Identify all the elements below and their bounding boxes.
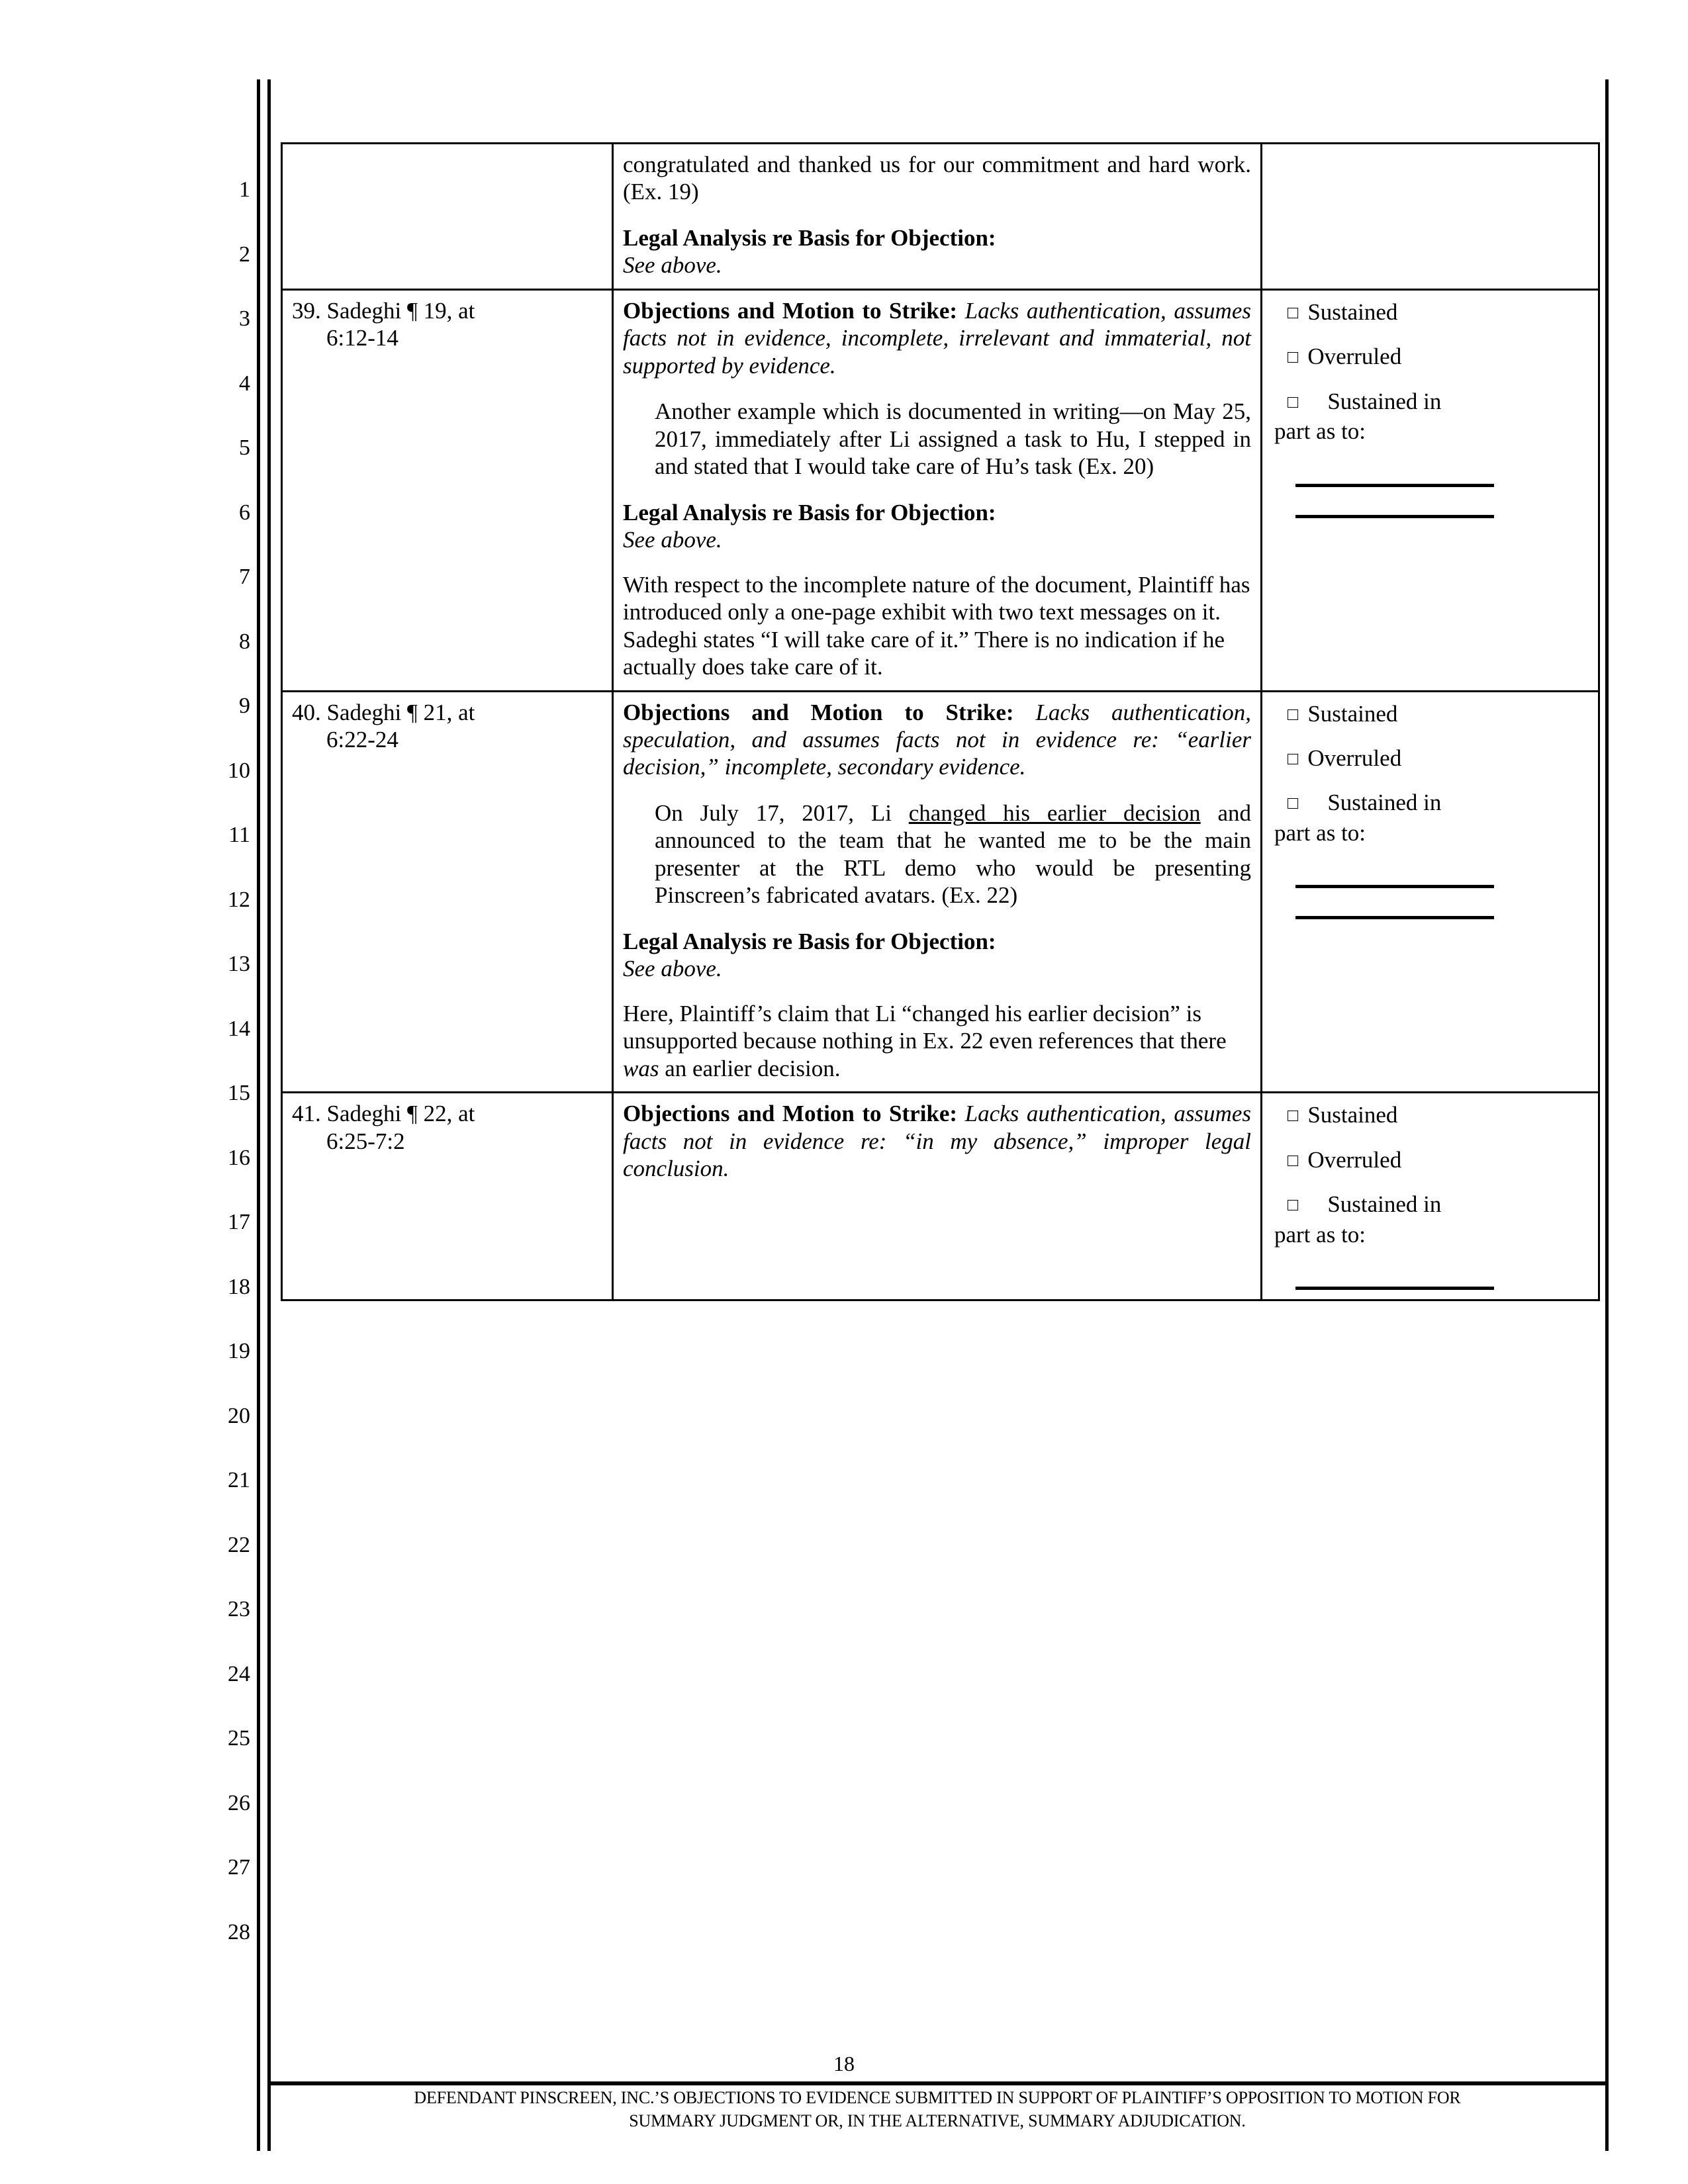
line-number: 19 [228, 1339, 250, 1363]
line-number: 15 [228, 1081, 250, 1105]
line-number: 18 [228, 1274, 250, 1299]
citation-line-2: 6:25-7:2 [326, 1128, 405, 1154]
line-number: 3 [239, 306, 250, 331]
objections-heading: Objections and Motion to Strike: [623, 1101, 958, 1127]
line-number: 2 [239, 242, 250, 267]
checkbox-icon[interactable]: □ [1288, 347, 1299, 367]
objection-body-cell [613, 289, 1262, 691]
quoted-testimony: Another example which is documented in writing—on May 25, 2017, immediately after Li assigned a task to Hu, I stepped in and stated that I would take care of Hu’s task (Ex. 20) [655, 398, 1251, 480]
ruling-write-in-line-1[interactable] [1295, 484, 1494, 487]
table-row [282, 691, 1599, 1093]
ruling-option-sustained-in-part-cont: part as to: [1274, 1221, 1366, 1248]
line-number: 8 [239, 629, 250, 654]
checkbox-icon[interactable]: □ [1288, 1150, 1299, 1170]
footer-caption [267, 2086, 1607, 2132]
objection-body-cell [613, 144, 1262, 290]
line-number: 4 [239, 371, 250, 396]
footer-line-1: DEFENDANT PINSCREEN, INC.’S OBJECTIONS TO EVIDENCE SUBMITTED IN SUPPORT OF PLAINTIFF’S OPPOSITION TO MOTION FOR [414, 2088, 1461, 2107]
analysis-paragraph: With respect to the incomplete nature of the document, Plaintiff has introduced only a one-page exhibit with two text messages on it. Sadeghi states “I will take care of it.” There is no indication if he actually does take care of it. [623, 571, 1250, 680]
ruling-option-sustained-in-part-cont: part as to: [1274, 819, 1366, 846]
ruling-write-in-line-1[interactable] [1295, 1287, 1494, 1290]
ruling-option-overruled[interactable] [1272, 1146, 1589, 1173]
table-row [282, 289, 1599, 691]
ruling-option-overruled[interactable] [1272, 745, 1589, 772]
line-number: 20 [228, 1403, 250, 1428]
legal-analysis-heading: Legal Analysis re Basis for Objection: [623, 928, 996, 954]
objection-body-cell [613, 691, 1262, 1093]
ruling-write-in-line-2[interactable] [1295, 916, 1494, 919]
analysis-segment-2: an earlier decision. [659, 1055, 841, 1081]
checkbox-icon[interactable]: □ [1288, 1195, 1299, 1215]
ruling-option-label: Sustained in [1327, 790, 1442, 816]
line-number: 24 [228, 1661, 250, 1686]
ruling-option-label: Sustained [1307, 700, 1398, 727]
line-number: 10 [228, 758, 250, 783]
citation-line-1: 40. Sadeghi ¶ 21, at [292, 699, 475, 725]
ruling-cell [1262, 289, 1599, 691]
objection-body-cell [613, 1093, 1262, 1300]
line-number: 22 [228, 1532, 250, 1557]
ruling-write-in-line-1[interactable] [1295, 885, 1494, 888]
line-number: 9 [239, 694, 250, 718]
line-number: 23 [228, 1597, 250, 1621]
ruling-option-label: Overruled [1307, 1146, 1402, 1173]
line-number: 5 [239, 435, 250, 460]
objection-grounds: Lacks authentication, speculation, and assumes facts not in evidence re: “earlier decision,” incomplete, secondary evidence. [623, 699, 1251, 780]
citation-line-1: 39. Sadeghi ¶ 19, at [292, 297, 475, 324]
analysis-emphasis: was [623, 1055, 659, 1081]
ruling-option-overruled[interactable] [1272, 343, 1589, 370]
legal-analysis-heading: Legal Analysis re Basis for Objection: [623, 499, 996, 525]
line-number: 26 [228, 1790, 250, 1815]
ruling-write-in-line-2[interactable] [1295, 515, 1494, 518]
footer-line-2: SUMMARY JUDGMENT OR, IN THE ALTERNATIVE, SUMMARY ADJUDICATION. [629, 2111, 1246, 2131]
objections-table [281, 142, 1600, 1301]
analysis-segment-1: Here, Plaintiff’s claim that Li “changed his earlier decision” is unsupported because nothing in Ex. 22 even references that there [623, 1000, 1227, 1054]
line-number: 7 [239, 565, 250, 589]
citation-cell [282, 289, 613, 691]
checkbox-icon[interactable]: □ [1288, 704, 1299, 724]
line-number: 21 [228, 1468, 250, 1492]
legal-analysis-note: See above. [623, 956, 722, 982]
citation-cell [282, 144, 613, 290]
checkbox-icon[interactable]: □ [1288, 302, 1299, 322]
quote-segment-1: On July 17, 2017, Li [655, 799, 909, 826]
legal-analysis-note: See above. [623, 252, 722, 279]
table-row [282, 1093, 1599, 1300]
line-number: 6 [239, 500, 250, 525]
ruling-option-sustained-in-part[interactable] [1272, 388, 1589, 415]
citation-line-1: 41. Sadeghi ¶ 22, at [292, 1101, 475, 1127]
ruling-option-label: Overruled [1307, 745, 1402, 771]
objection-grounds: Lacks authentication, assumes facts not in evidence, incomplete, irrelevant and immaterial, not supported by evidence. [623, 297, 1251, 379]
ruling-option-label: Sustained in [1327, 1191, 1442, 1218]
line-number: 28 [228, 1919, 250, 1944]
ruling-option-label: Sustained [1307, 1102, 1398, 1128]
objection-statement [623, 1100, 1251, 1182]
objection-statement [623, 699, 1251, 781]
ruling-option-sustained[interactable] [1272, 1101, 1589, 1128]
citation-cell [282, 691, 613, 1093]
citation-line-2: 6:12-14 [326, 325, 399, 351]
line-number: 25 [228, 1726, 250, 1751]
line-number-gutter [199, 158, 250, 1964]
pleading-rule-left-outer [257, 79, 260, 2151]
quoted-testimony [623, 799, 1251, 909]
ruling-option-label: Sustained [1307, 298, 1398, 325]
legal-analysis-note: See above. [623, 527, 722, 553]
legal-analysis-heading: Legal Analysis re Basis for Objection: [623, 224, 996, 251]
objections-heading: Objections and Motion to Strike: [623, 699, 1014, 725]
table-row [282, 144, 1599, 290]
footer-divider [267, 2081, 1607, 2085]
ruling-option-label: Sustained in [1327, 388, 1442, 414]
quote-segment-2: and announced to the team that he wanted me to be the main presenter at the RTL demo who would be presenting Pinscreen’s fabricated avatars. (Ex. 22) [655, 799, 1251, 909]
line-number: 14 [228, 1016, 250, 1041]
ruling-option-sustained-in-part[interactable] [1272, 1191, 1589, 1218]
continued-quote-text: congratulated and thanked us for our commitment and hard work. (Ex. 19) [623, 152, 1251, 205]
pleading-rule-right [1605, 79, 1609, 2151]
ruling-option-sustained[interactable] [1272, 700, 1589, 727]
ruling-cell [1262, 691, 1599, 1093]
line-number: 12 [228, 887, 250, 912]
checkbox-icon[interactable]: □ [1288, 391, 1299, 412]
objection-grounds: Lacks authentication, assumes facts not in evidence re: “in my absence,” improper legal conclusion. [623, 1101, 1251, 1182]
ruling-cell [1262, 144, 1599, 290]
line-number: 11 [228, 823, 250, 847]
ruling-option-label: Overruled [1307, 343, 1402, 370]
ruling-option-sustained-in-part-cont: part as to: [1274, 418, 1366, 445]
checkbox-icon[interactable]: □ [1288, 748, 1299, 768]
pleading-rule-left-inner [267, 79, 271, 2151]
analysis-paragraph [623, 1000, 1251, 1082]
line-number: 17 [228, 1210, 250, 1234]
citation-cell [282, 1093, 613, 1300]
line-number: 13 [228, 952, 250, 976]
quote-underlined-segment: changed his earlier decision [908, 799, 1201, 826]
ruling-option-sustained-in-part[interactable] [1272, 789, 1589, 816]
objection-statement [623, 297, 1251, 379]
line-number: 1 [239, 177, 250, 202]
page-number: 18 [833, 2052, 855, 2075]
citation-line-2: 6:22-24 [326, 726, 399, 752]
objections-heading: Objections and Motion to Strike: [623, 297, 958, 324]
line-number: 27 [228, 1855, 250, 1880]
ruling-cell [1262, 1093, 1599, 1300]
checkbox-icon[interactable]: □ [1288, 793, 1299, 813]
line-number: 16 [228, 1145, 250, 1170]
ruling-option-sustained[interactable] [1272, 298, 1589, 326]
checkbox-icon[interactable]: □ [1288, 1105, 1299, 1126]
